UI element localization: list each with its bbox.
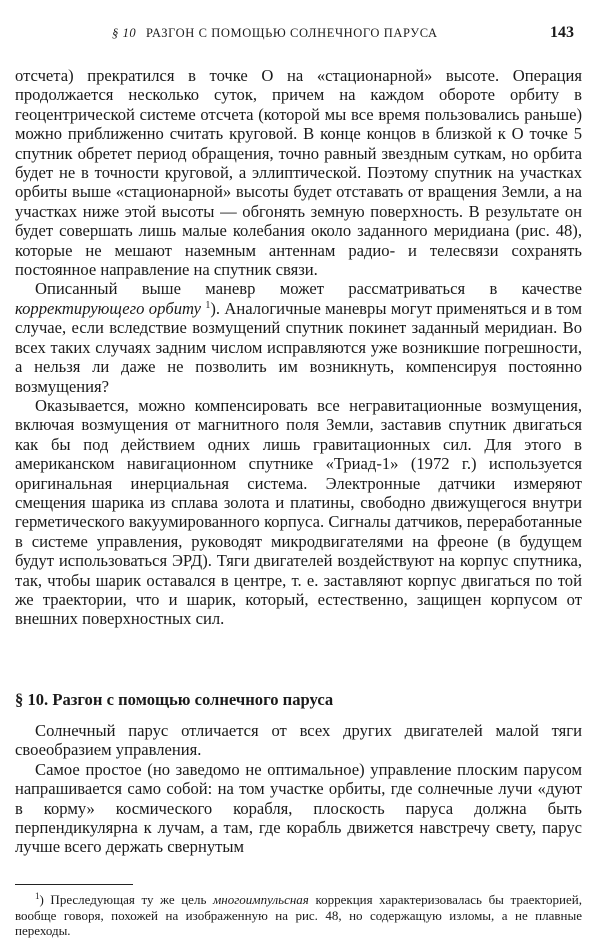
- footnote-divider: [15, 884, 133, 885]
- footnote: [15, 892, 582, 939]
- footnote-text-before: ) Преследующая ту же цель: [39, 892, 213, 907]
- running-head-title: РАЗГОН С ПОМОЩЬЮ СОЛНЕЧНОГО ПАРУСА: [146, 26, 438, 40]
- paragraph-2-italic-term: корректирующего орбиту: [15, 298, 201, 318]
- page-number: 143: [550, 24, 574, 41]
- paragraph-2-after: ). Аналогичные маневры могут применяться и в том случае, если вследствие возмущений спутник покинет заданный меридиан. Во всех таких случаях задним числом исправляются уже возникшие погрешности, а нельзя ли даже не позволить им возникнуть, компенсируя постоянно возмущения?: [15, 298, 582, 396]
- footnote-reference-mark: 1: [205, 299, 211, 311]
- section-body: [15, 721, 582, 857]
- paragraph-3: Оказывается, можно компенсировать все негравитационные возмущения, включая возмущения от магнитного поля Земли, заставив спутник двигаться как бы под действием одних лишь гравитационных сил. Для этого в американском навигационном спутнике «Триад-1» (1972 г.) используется оригинальная инерциальная система. Электронные датчики измеряют смещения шарика из сплава золота и платины, свободно движущегося внутри герметического вакуумированного корпуса. Сигналы датчиков, переработанные в системе управления, руководят микродвигателями на фреоне (в будущем будут использоваться ЭРД). Тяги двигателей воздействуют на корпус спутника, так, чтобы шарик оставался в центре, т. е. заставляют корпус двигаться по той же траектории, что и шарик, который, естественно, защищен корпусом от внешних поверхностных сил.: [15, 395, 582, 629]
- footnote-italic-term: многоимпульсная: [212, 892, 309, 907]
- section-paragraph-1: Солнечный парус отличается от всех других двигателей малой тяги своеобразием управления.: [15, 721, 582, 760]
- section-heading: § 10. Разгон с помощью солнечного паруса: [15, 690, 334, 709]
- paragraph-2: [15, 279, 582, 395]
- section-paragraph-2: Самое простое (но заведомо не оптимальное) управление плоским парусом напрашивается само собой: на том участке орбиты, где солнечные лучи «дуют в корму» космического корабля, плоскость паруса должна быть перпендикулярна к лучам, а там, где корабль движется навстречу свету, парус лучше всего держать свернутым: [15, 759, 582, 857]
- body-text: [15, 66, 582, 629]
- paragraph-1: отсчета) прекратился в точке О на «стационарной» высоте. Операция продолжается несколько суток, причем на каждом обороте орбиту в геоцентрической системе отсчета (которой мы все время пользовались раньше) можно приближенно считать круговой. В конце концов в близкой к О точке 5 спутник обретет период обращения, точно равный звездным суткам, но орбита будет не в точности круговой, а эллиптической. Поэтому спутник на участках орбиты выше «стационарной» высоты будет отставать от вращения Земли, а на участках ниже этой высоты — обгонять земную поверхность. В результате он будет совершать лишь малые колебания около заданного меридиана (рис. 48), которые не мешают наземным антеннам радио- и телесвязи сохранять постоянное направление на спутник связи.: [15, 66, 582, 280]
- footnote-text-after: коррекция характеризовалась бы траекторией, вообще говоря, похожей на изображенную на рис. 48, но содержащую изломы, а не плавные переходы.: [15, 892, 582, 939]
- running-head-section-marker: § 10: [112, 26, 137, 40]
- footnote-mark: 1: [35, 891, 40, 901]
- running-head: [112, 26, 438, 41]
- paragraph-2-before: Описанный выше маневр может рассматриваться в качестве: [35, 279, 582, 299]
